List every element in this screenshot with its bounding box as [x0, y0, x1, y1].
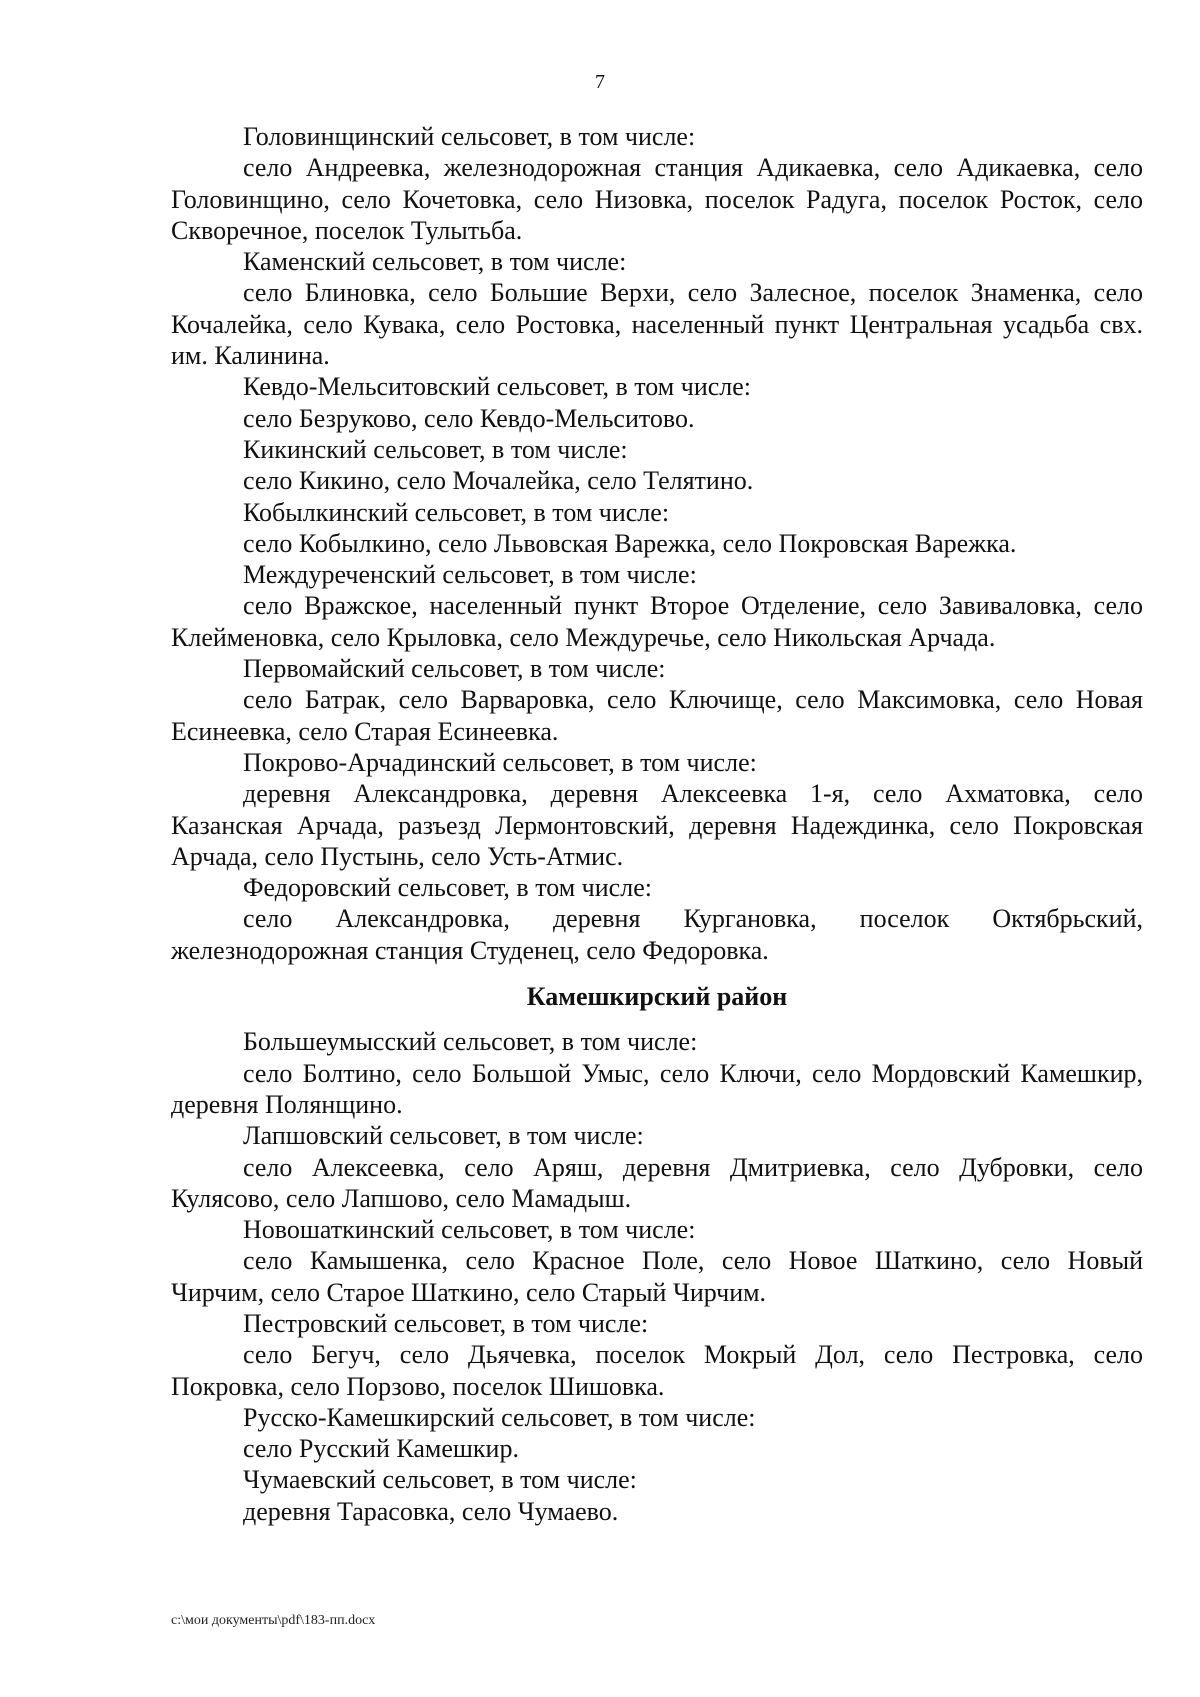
settlement-list: село Батрак, село Варваровка, село Ключище, село Максимовка, село Новая Есинеевка, село Старая Есинеевка. [171, 685, 1143, 746]
council-heading: Каменский сельсовет, в том числе: [243, 247, 627, 277]
page-number: 7 [595, 71, 605, 93]
council-heading: Кевдо-Мельситовский сельсовет, в том числе: [243, 372, 752, 402]
council-heading: Междуреченский сельсовет, в том числе: [243, 560, 697, 590]
settlement-list: село Александровка, деревня Кургановка, поселок Октябрьский, железнодорожная станция Студенец, село Федоровка. [171, 904, 1143, 965]
settlement-list: село Бегуч, село Дьячевка, поселок Мокрый Дол, село Пестровка, село Покровка, село Порзово, поселок Шишовка. [171, 1340, 1143, 1401]
council-heading: Кикинский сельсовет, в том числе: [243, 434, 628, 464]
council-heading: Новошаткинский сельсовет, в том числе: [243, 1215, 696, 1245]
council-heading: Лапшовский сельсовет, в том числе: [243, 1121, 644, 1151]
document-body [171, 121, 1143, 1527]
council-heading: Большеумысский сельсовет, в том числе: [243, 1027, 698, 1057]
council-heading: Федоровский сельсовет, в том числе: [243, 873, 652, 903]
settlement-list: село Безруково, село Кевдо-Мельситово. [243, 403, 695, 433]
district-title: Камешкирский район [526, 982, 788, 1012]
settlement-list: село Русский Камешкир. [243, 1434, 519, 1464]
settlement-list: село Вражское, населенный пункт Второе Отделение, село Завиваловка, село Клейменовка, село Крыловка, село Междуречье, село Никольская Арчада. [171, 591, 1143, 652]
council-heading: Пестровский сельсовет, в том числе: [243, 1308, 649, 1338]
council-heading: Кобылкинский сельсовет, в том числе: [243, 497, 670, 527]
settlement-list: село Кикино, село Мочалейка, село Телятино. [243, 466, 754, 496]
settlement-list: село Алексеевка, село Аряш, деревня Дмитриевка, село Дубровки, село Кулясово, село Лапшово, село Мамадыш. [171, 1152, 1143, 1213]
council-heading: Головинщинский сельсовет, в том числе: [243, 122, 696, 151]
council-heading: Русско-Камешкирский сельсовет, в том числе: [243, 1402, 756, 1432]
settlement-list: деревня Александровка, деревня Алексеевка 1-я, село Ахматовка, село Казанская Арчада, разъезд Лермонтовский, деревня Надеждинка, село Покровская Арчада, село Пустынь, село Усть-Атмис. [171, 779, 1143, 871]
settlement-list: деревня Тарасовка, село Чумаево. [243, 1496, 619, 1526]
settlement-list: село Камышенка, село Красное Поле, село Новое Шаткино, село Новый Чирчим, село Старое Шаткино, село Старый Чирчим. [171, 1246, 1143, 1307]
settlement-list: село Болтино, село Большой Умыс, село Ключи, село Мордовский Камешкир, деревня Полянщино. [171, 1058, 1143, 1119]
council-heading: Первомайский сельсовет, в том числе: [243, 654, 666, 684]
council-heading: Чумаевский сельсовет, в том числе: [243, 1465, 637, 1495]
file-path-footer: c:\мои документы\pdf\183-пп.docx [171, 1613, 376, 1628]
settlement-list: село Кобылкино, село Львовская Варежка, село Покровская Варежка. [243, 528, 1017, 558]
council-heading: Покрово-Арчадинский сельсовет, в том числе: [243, 747, 757, 777]
settlement-list: село Блиновка, село Большие Верхи, село Залесное, поселок Знаменка, село Кочалейка, село Кувака, село Ростовка, населенный пункт Центральная усадьба свх. им. Калинина. [171, 278, 1143, 371]
settlement-list: село Андреевка, железнодорожная станция Адикаевка, село Адикаевка, село Головинщино, село Кочетовка, село Низовка, поселок Радуга, поселок Росток, село Скворечное, поселок Тулытьба. [171, 153, 1143, 245]
